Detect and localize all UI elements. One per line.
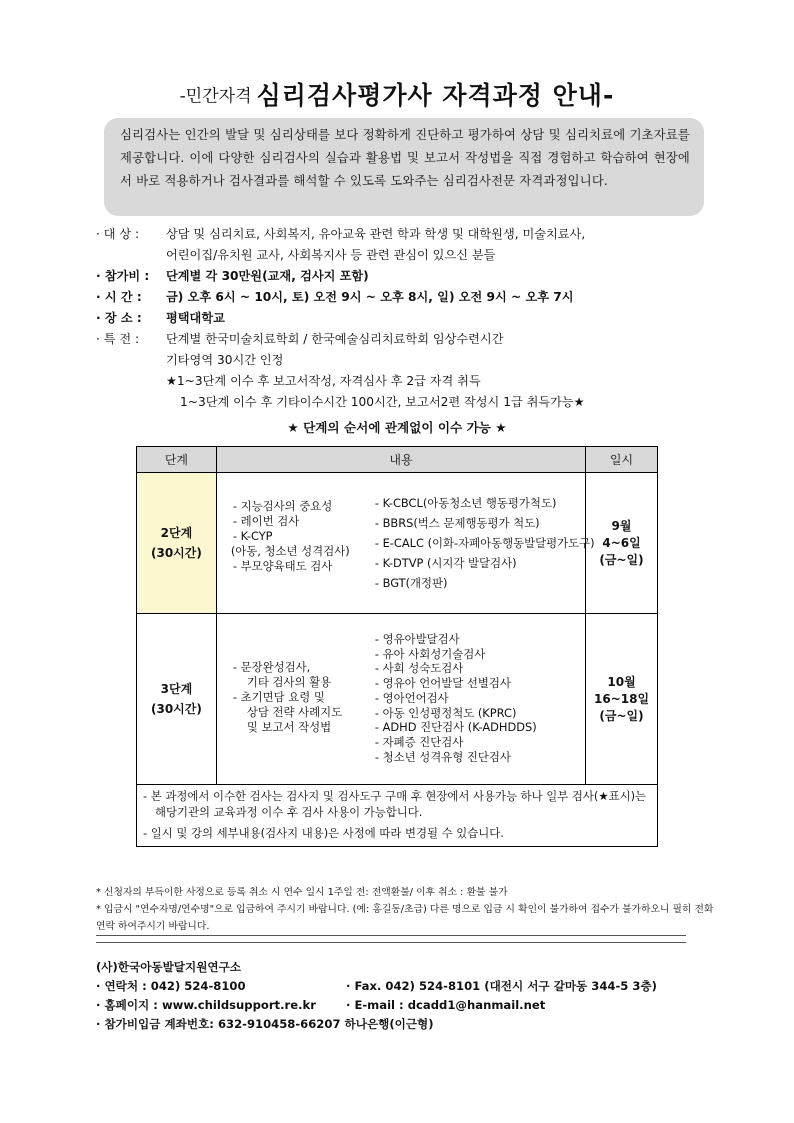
info-place xyxy=(96,308,716,329)
footnotes xyxy=(96,884,716,935)
info-feature xyxy=(96,329,716,350)
date-month: 10월 xyxy=(607,674,636,689)
fee-value: 단계별 각 30만원(교재, 검사지 포함) xyxy=(166,269,369,283)
divider xyxy=(96,935,686,943)
header-content: 내용 xyxy=(216,447,585,473)
content-item: - 아동 인성평정척도 (KPRC) xyxy=(374,705,517,720)
fax-address: · Fax. 042) 524-8101 (대전시 서구 갈마동 344-5 3층) xyxy=(346,979,657,993)
homepage-link[interactable]: · 홈페이지 : www.childsupport.re.kr xyxy=(96,998,316,1012)
page-title xyxy=(0,76,794,112)
content-item: - 영유아발달검사 xyxy=(374,632,460,646)
content-item: - 레이번 검사 xyxy=(232,514,300,528)
stage-cell xyxy=(137,614,217,785)
content-item: 및 보고서 작성법 xyxy=(246,720,332,734)
date-weekdays: (금~일) xyxy=(599,708,644,723)
contact-block xyxy=(96,958,736,1034)
info-fee xyxy=(96,266,716,287)
info-target xyxy=(96,224,716,245)
content-item: - 문장완성검사, xyxy=(232,660,311,674)
content-cell xyxy=(216,614,585,785)
content-item: - 자폐증 진단검사 xyxy=(374,734,464,749)
target-value-2: 어린이집/유치원 교사, 사회복지사 등 관련 관심이 있으신 분들 xyxy=(166,248,496,262)
schedule-table xyxy=(136,446,658,847)
content-item: - 지능검사의 중요성 xyxy=(232,499,333,513)
content-item: - 청소년 성격유형 진단검사 xyxy=(374,749,511,764)
content-item: - ADHD 진단검사 (K-ADHDDS) xyxy=(374,720,537,735)
notes-cell xyxy=(137,785,658,847)
content-item: - 유아 사회성기술검사 xyxy=(374,646,486,661)
course-info xyxy=(96,224,716,413)
place-label: · 장 소 : xyxy=(96,311,142,325)
title-prefix: -민간자격 xyxy=(179,86,252,107)
stage-name: 2단계 xyxy=(160,526,193,540)
content-item: 기타 검사의 활용 xyxy=(246,675,332,689)
feature-value-2: 기타영역 30시간 인정 xyxy=(166,353,284,367)
time-value: 금) 오후 6시 ~ 10시, 토) 오전 9시 ~ 오후 8시, 일) 오전 9시 ~ 오후 7시 xyxy=(166,290,574,304)
footnote-refund: * 신청자의 부득이한 사정으로 등록 취소 시 연수 일시 1주일 전: 전액환불/ 이후 취소 : 환불 불가 xyxy=(96,887,508,898)
header-stage: 단계 xyxy=(137,447,217,473)
date-days: 16~18일 xyxy=(594,691,650,706)
note-1-cont: 해당기관의 교육과정 이수 후 검사 사용이 가능합니다. xyxy=(155,804,423,819)
content-item: - BBRS(벅스 문제행동평가 척도) xyxy=(374,516,540,530)
feature-label: · 특 전 : xyxy=(96,332,140,346)
table-row xyxy=(137,473,658,614)
content-item: - K-CYP xyxy=(232,529,273,543)
intro-box: 심리검사는 인간의 발달 및 심리상태를 보다 정확하게 진단하고 평가하여 상담 및 심리치료에 기초자료를 제공합니다. 이에 다양한 심리검사의 실습과 활용법 및 보고서 작성법을 직접 경험하고 학습하여 현장에서 바로 적용하거나 검사결과를 해석할 수 있도록 도와주는 심리검사전문 자격과정입니다. xyxy=(104,118,704,216)
stage-hours: (30시간) xyxy=(151,546,202,560)
content-item: - 초기면담 요령 및 xyxy=(232,690,325,704)
notes-row xyxy=(137,785,658,847)
table-header-row xyxy=(137,447,658,473)
phone: · 연락처 : 042) 524-8100 xyxy=(96,979,246,993)
content-cell xyxy=(216,473,595,614)
target-label: · 대 상 : xyxy=(96,227,140,241)
date-cell xyxy=(586,473,658,614)
content-item: - 영유아 언어발달 선별검사 xyxy=(374,676,511,691)
fee-label: · 참가비 : xyxy=(96,269,150,283)
header-date: 일시 xyxy=(586,447,658,473)
table-row xyxy=(137,614,658,785)
content-item: - K-DTVP (시지각 발달검사) xyxy=(374,556,517,570)
time-label: · 시 간 : xyxy=(96,290,142,304)
content-item: - BGT(개정판) xyxy=(374,576,448,590)
content-item: - 사회 성숙도검사 xyxy=(374,661,464,676)
target-value-1: 상담 및 심리치료, 사회복지, 유아교육 관련 학과 학생 및 대학원생, 미술치료사, xyxy=(166,227,586,241)
email-link[interactable]: · E-mail : dcadd1@hanmail.net xyxy=(346,998,546,1012)
order-notice: ★ 단계의 순서에 관계없이 이수 가능 ★ xyxy=(287,420,507,435)
content-item: 상담 전략 사례지도 xyxy=(246,705,343,719)
date-cell xyxy=(586,614,658,785)
content-item: (아동, 청소년 성격검사) xyxy=(230,544,350,558)
org-name: (사)한국아동발달지원연구소 xyxy=(96,960,241,974)
place-value: 평택대학교 xyxy=(166,311,225,325)
note-2: - 일시 및 강의 세부내용(검사지 내용)은 사정에 따라 변경될 수 있습니다. xyxy=(143,826,504,840)
feature-value-4: 1~3단계 이수 후 기타이수시간 100시간, 보고서2편 작성시 1급 취득가능★ xyxy=(180,395,585,409)
stage-name: 3단계 xyxy=(160,682,193,696)
bank-account: · 참가비입금 계좌번호: 632-910458-66207 하나은행(이근형) xyxy=(96,1017,434,1031)
stage-cell xyxy=(137,473,217,614)
title-main: 심리검사평가사 자격과정 안내- xyxy=(256,81,615,110)
feature-value-3: ★1~3단계 이수 후 보고서작성, 자격심사 후 2급 자격 취득 xyxy=(166,374,481,388)
info-time xyxy=(96,287,716,308)
content-item: - 영아언어검사 xyxy=(374,690,449,705)
date-month: 9월 xyxy=(611,518,632,533)
feature-value-1: 단계별 한국미술치료학회 / 한국예술심리치료학회 임상수련시간 xyxy=(166,332,504,346)
content-item: - 부모양육태도 검사 xyxy=(232,559,333,573)
date-days: 4~6일 xyxy=(602,535,641,550)
footnote-deposit: * 입금시 "연수자명/연수명"으로 입금하여 주시기 바랍니다. (예: 홍길동/초급) 다른 명으로 입금 시 확인이 불가하여 접수가 불가하오니 필히 전화연락 하여주시기 바랍니다. xyxy=(96,904,714,932)
note-1: - 본 과정에서 이수한 검사는 검사지 및 검사도구 구매 후 현장에서 사용가능 하나 일부 검사(★표시)는 xyxy=(143,789,647,803)
stage-hours: (30시간) xyxy=(151,702,202,716)
content-item: - E-CALC (이화-자폐아동행동발달평가도구) xyxy=(374,536,595,550)
date-weekdays: (금~일) xyxy=(599,552,644,567)
content-item: - K-CBCL(아동청소년 행동평가척도) xyxy=(374,496,557,510)
